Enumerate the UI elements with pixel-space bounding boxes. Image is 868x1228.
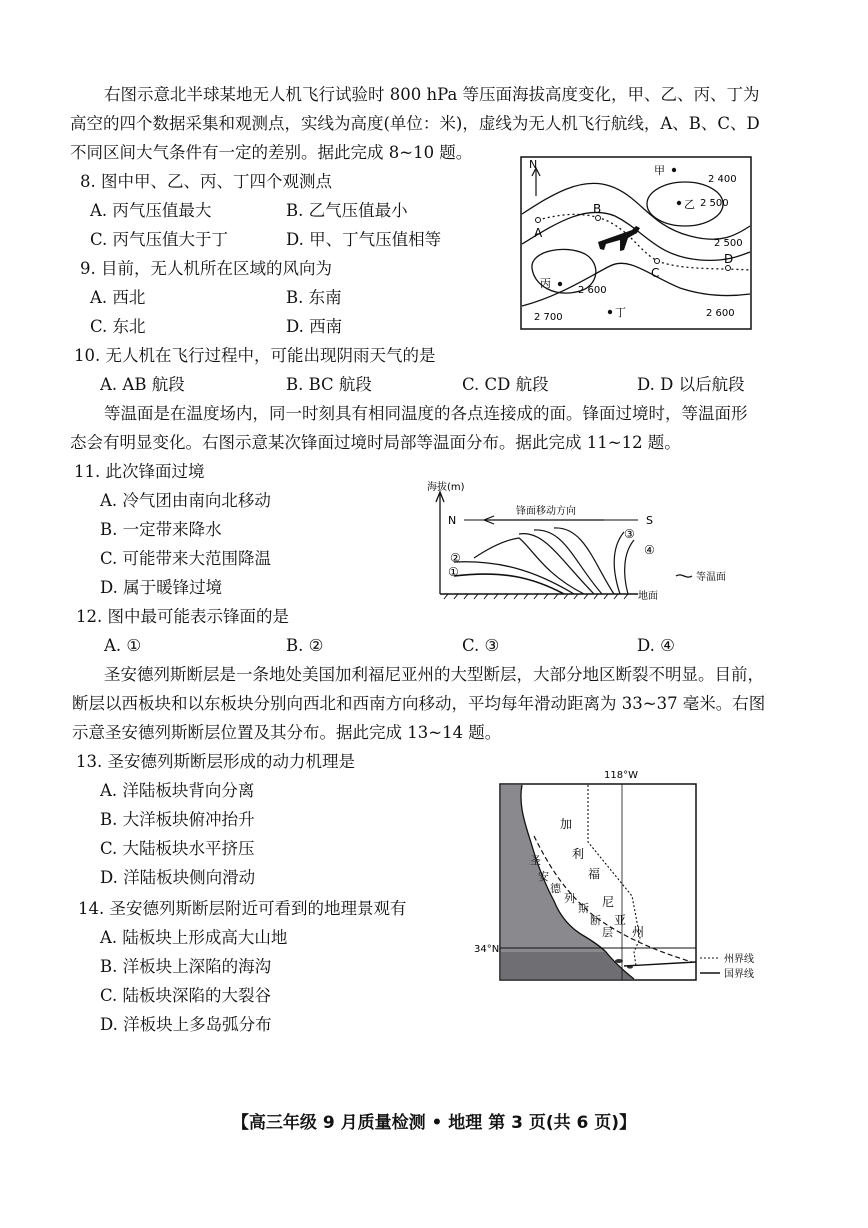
contour-label-2500: 2 500 bbox=[714, 238, 743, 249]
route-point-a: A bbox=[534, 226, 543, 240]
state-char-3: 福 bbox=[588, 867, 601, 881]
question-8-option-b[interactable]: B. 乙气压值最小 bbox=[286, 201, 408, 220]
figure-isobaric-map bbox=[520, 156, 752, 330]
figure-isothermal-front bbox=[424, 478, 764, 604]
fault-char-4: 列 bbox=[564, 892, 575, 905]
question-9-option-d[interactable]: D. 西南 bbox=[286, 317, 343, 336]
intro2-line2: 态会有明显变化。右图示意某次锋面过境时局部等温面分布。据此完成 11~12 题。 bbox=[70, 433, 681, 452]
front-direction-label: 锋面移动方向 bbox=[516, 506, 576, 517]
state-char-6: 州 bbox=[632, 925, 645, 939]
state-char-4: 尼 bbox=[602, 895, 615, 909]
question-14-option-c[interactable]: C. 陆板块深陷的大裂谷 bbox=[100, 986, 272, 1005]
question-11-option-d[interactable]: D. 属于暖锋过境 bbox=[100, 578, 223, 597]
question-11-option-c[interactable]: C. 可能带来大范围降温 bbox=[100, 549, 272, 568]
question-13-option-c[interactable]: C. 大陆板块水平挤压 bbox=[100, 839, 255, 858]
question-13-stem: 13. 圣安德列斯断层形成的动力机理是 bbox=[76, 752, 355, 771]
question-8-option-d[interactable]: D. 甲、丁气压值相等 bbox=[286, 230, 442, 249]
question-11-option-b[interactable]: B. 一定带来降水 bbox=[100, 520, 222, 539]
fault-char-3: 德 bbox=[550, 882, 561, 895]
state-char-1: 加 bbox=[560, 817, 573, 831]
state-char-2: 利 bbox=[572, 847, 585, 861]
marker-2: ② bbox=[450, 551, 461, 565]
contour-label-2600: 2 600 bbox=[706, 308, 735, 319]
figure-san-andreas-map bbox=[474, 766, 764, 986]
fault-char-6: 断 bbox=[590, 914, 601, 927]
contour-label-2700: 2 700 bbox=[534, 312, 563, 323]
intro3-line3: 示意圣安德列斯断层位置及其分布。据此完成 13~14 题。 bbox=[72, 723, 502, 742]
question-13-option-d[interactable]: D. 洋陆板块侧向滑动 bbox=[100, 868, 256, 887]
question-12-stem: 12. 图中最可能表示锋面的是 bbox=[76, 607, 289, 626]
point-ding: 丁 bbox=[615, 306, 626, 319]
question-9-option-a[interactable]: A. 西北 bbox=[90, 288, 146, 307]
marker-1: ① bbox=[448, 565, 459, 579]
point-bing: 丙 bbox=[540, 277, 551, 290]
question-8-option-c[interactable]: C. 丙气压值大于丁 bbox=[90, 230, 229, 249]
route-point-b: B bbox=[593, 202, 602, 216]
question-12-option-b[interactable]: B. ② bbox=[286, 636, 324, 655]
route-point-c: C bbox=[651, 266, 660, 280]
point-jia: 甲 bbox=[654, 164, 665, 177]
intro1-line3: 不同区间大气条件有一定的差别。据此完成 8~10 题。 bbox=[70, 143, 473, 162]
intro3-line2: 断层以西板块和以东板块分别向西北和西南方向移动，平均每年滑动距离为 33~37 毫米。右图 bbox=[72, 694, 766, 713]
question-14-stem: 14. 圣安德列斯断层附近可看到的地理景观有 bbox=[78, 899, 407, 918]
altitude-axis-label: 海拔(m) bbox=[427, 482, 465, 493]
point-yi: 乙 bbox=[684, 198, 695, 211]
question-8-stem: 8. 图中甲、乙、丙、丁四个观测点 bbox=[80, 172, 332, 191]
marker-3: ③ bbox=[624, 527, 635, 541]
question-14-option-a[interactable]: A. 陆板块上形成高大山地 bbox=[100, 928, 288, 947]
question-10-option-b[interactable]: B. BC 航段 bbox=[286, 375, 372, 394]
intro1-line2: 高空的四个数据采集和观测点，实线为高度(单位：米)，虚线为无人机飞行航线，A、B、C、D bbox=[70, 114, 760, 133]
contour-label-2400: 2 400 bbox=[708, 174, 737, 185]
question-12-option-a[interactable]: A. ① bbox=[104, 636, 142, 655]
question-13-option-a[interactable]: A. 洋陆板块背向分离 bbox=[100, 781, 255, 800]
question-10-option-c[interactable]: C. CD 航段 bbox=[462, 375, 549, 394]
legend-isotherm: 等温面 bbox=[696, 572, 726, 583]
question-14-option-b[interactable]: B. 洋板块上深陷的海沟 bbox=[100, 957, 272, 976]
ground-label: 地面 bbox=[638, 591, 658, 602]
question-8-option-a[interactable]: A. 丙气压值最大 bbox=[90, 201, 212, 220]
fault-char-5: 斯 bbox=[578, 902, 589, 915]
question-10-stem: 10. 无人机在飞行过程中，可能出现阴雨天气的是 bbox=[74, 346, 436, 365]
route-point-d: D bbox=[724, 252, 734, 266]
question-11-stem: 11. 此次锋面过境 bbox=[74, 462, 205, 481]
state-char-5: 亚 bbox=[614, 913, 627, 927]
north-label: N bbox=[448, 514, 457, 527]
contour-label-2600-inner: 2 600 bbox=[578, 285, 607, 296]
fault-char-2: 安 bbox=[538, 870, 549, 883]
intro1-line1: 右图示意北半球某地无人机飞行试验时 800 hPa 等压面海拔高度变化，甲、乙、丙、丁为 bbox=[104, 85, 760, 104]
legend-country-boundary: 国界线 bbox=[724, 969, 754, 980]
question-12-option-d[interactable]: D. ④ bbox=[637, 636, 675, 655]
question-10-option-d[interactable]: D. D 以后航段 bbox=[637, 375, 745, 394]
intro3-line1: 圣安德列斯断层是一条地处美国加利福尼亚州的大型断层，大部分地区断裂不明显。目前， bbox=[104, 665, 764, 684]
question-14-option-d[interactable]: D. 洋板块上多岛弧分布 bbox=[100, 1015, 272, 1034]
contour-label-2500-inner: 2 500 bbox=[700, 198, 729, 209]
question-13-option-b[interactable]: B. 大洋板块俯冲抬升 bbox=[100, 810, 255, 829]
question-9-option-b[interactable]: B. 东南 bbox=[286, 288, 342, 307]
marker-4: ④ bbox=[644, 543, 655, 557]
page-footer: 【高三年级 9 月质量检测 • 地理 第 3 页(共 6 页)】 bbox=[231, 1113, 637, 1133]
north-label: N bbox=[529, 158, 538, 171]
question-9-option-c[interactable]: C. 东北 bbox=[90, 317, 146, 336]
question-10-option-a[interactable]: A. AB 航段 bbox=[100, 375, 185, 394]
question-12-option-c[interactable]: C. ③ bbox=[462, 636, 500, 655]
intro2-line1: 等温面是在温度场内，同一时刻具有相同温度的各点连接成的面。锋面过境时，等温面形 bbox=[104, 404, 748, 423]
legend-state-boundary: 州界线 bbox=[724, 954, 754, 965]
longitude-label: 118°W bbox=[604, 770, 638, 781]
question-9-stem: 9. 目前，无人机所在区域的风向为 bbox=[80, 259, 332, 278]
latitude-label: 34°N bbox=[474, 944, 500, 955]
south-label: S bbox=[646, 514, 653, 527]
question-11-option-a[interactable]: A. 冷气团由南向北移动 bbox=[100, 491, 271, 510]
fault-char-1: 圣 bbox=[530, 854, 541, 867]
fault-char-7: 层 bbox=[602, 926, 613, 939]
